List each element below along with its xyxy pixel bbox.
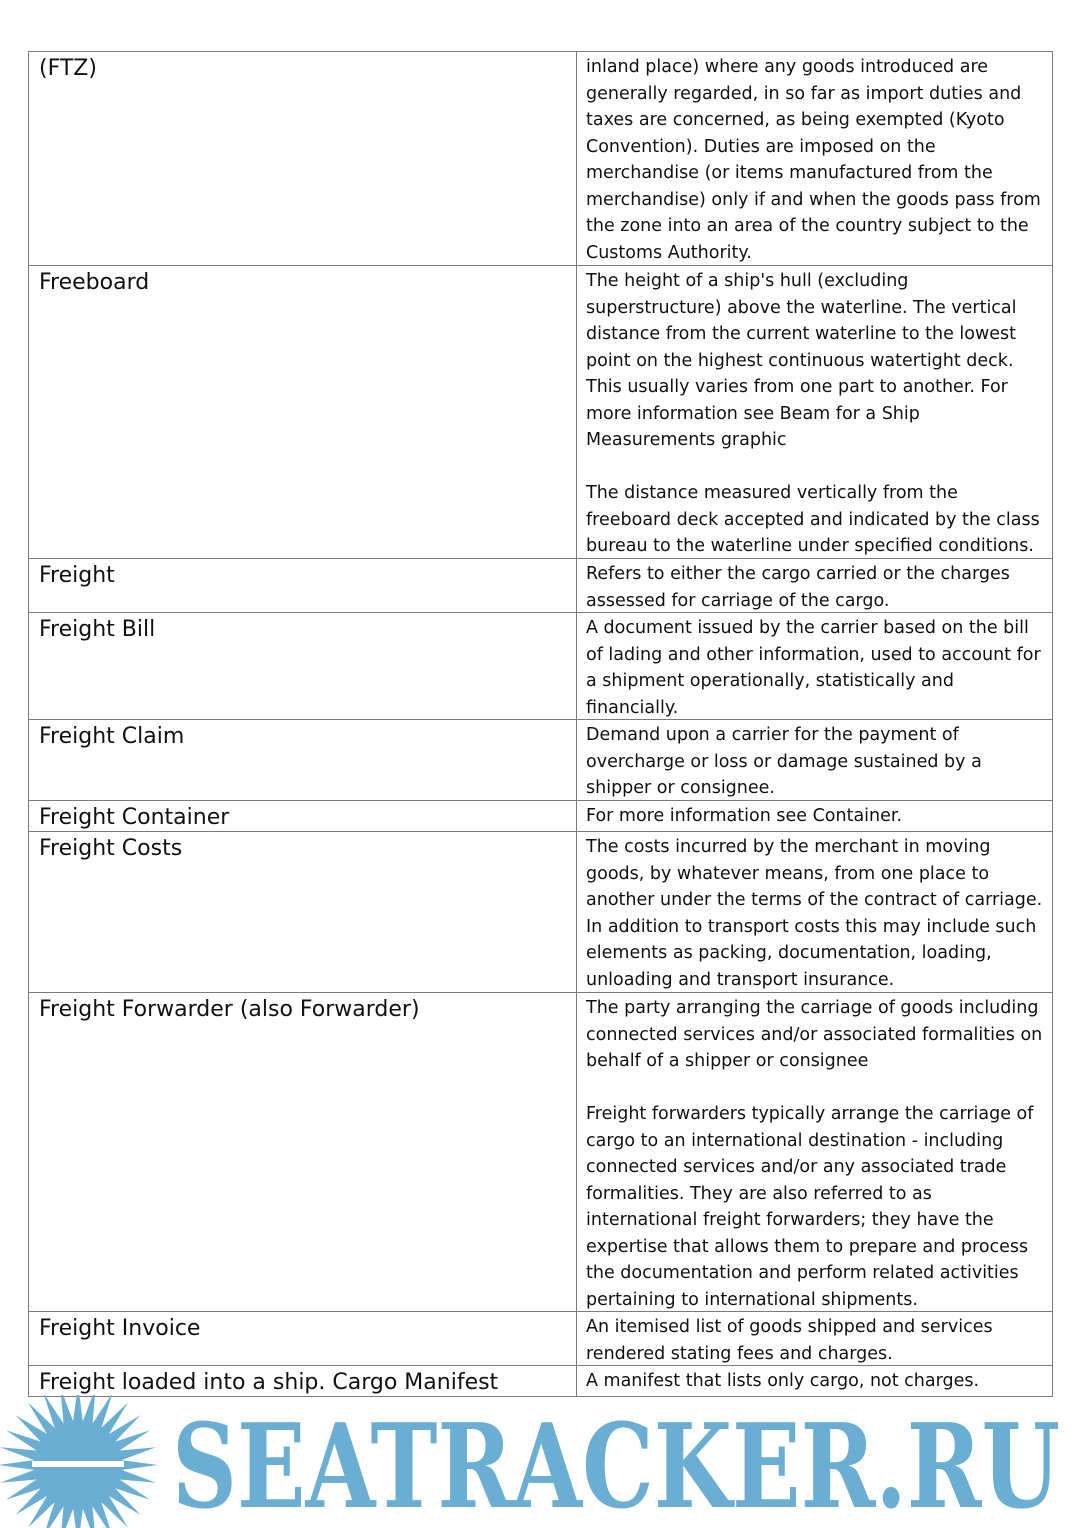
term-cell (29, 993, 577, 1312)
term-cell (29, 52, 577, 266)
definition-cell (577, 266, 1053, 559)
sun-icon (0, 1395, 158, 1528)
definition-text (577, 993, 1052, 1311)
definition-text (577, 801, 1052, 830)
definition-cell (577, 613, 1053, 720)
definition-paragraph: Refers to either the cargo carried or the charges assessed for carriage of the cargo. (586, 564, 1010, 611)
definition-cell (577, 801, 1053, 832)
term-text: (FTZ) (39, 56, 97, 81)
term-cell (29, 832, 577, 993)
term-text: Freight Claim (39, 724, 185, 749)
definition-paragraph: A document issued by the carrier based on the bill of lading and other information, used to account for a shipment operationally, statistically and financially. (586, 618, 1041, 718)
term-cell (29, 1312, 577, 1366)
definition-paragraph: For more information see Container. (586, 806, 903, 826)
definition-paragraph: A manifest that lists only cargo, not charges. (586, 1371, 980, 1391)
definition-paragraph: An itemised list of goods shipped and services rendered stating fees and charges. (586, 1317, 993, 1364)
glossary-row (29, 801, 1053, 832)
term-cell (29, 720, 577, 801)
glossary-row (29, 1366, 1053, 1397)
glossary-row (29, 1312, 1053, 1366)
seatracker-logo (0, 1395, 1080, 1528)
term-text: Freight Bill (39, 617, 156, 642)
definition-paragraph: Demand upon a carrier for the payment of overcharge or loss or damage sustained by a shipper or consignee. (586, 725, 982, 798)
term-cell (29, 559, 577, 613)
definition-paragraph: The party arranging the carriage of goods including connected services and/or associated formalities on behalf of a shipper or consignee (586, 998, 1043, 1071)
glossary-row (29, 832, 1053, 993)
term-text: Freight Container (39, 805, 230, 830)
definition-cell (577, 1312, 1053, 1366)
glossary-row (29, 613, 1053, 720)
term-text: Freight Invoice (39, 1316, 201, 1341)
term-text: Freight loaded into a ship. Cargo Manifest (39, 1370, 499, 1395)
definition-text (577, 52, 1052, 265)
definition-paragraph: The height of a ship's hull (excluding superstructure) above the waterline. The vertical distance from the current waterline to the lowest point on the highest continuous watertight deck. This usually varies from one part to another. For more information see Beam for a Ship Measurements graphic (586, 271, 1017, 450)
definition-text (577, 1312, 1052, 1365)
term-text: Freight (39, 563, 115, 588)
glossary-row (29, 266, 1053, 559)
definition-text (577, 559, 1052, 612)
definition-paragraph: inland place) where any goods introduced are generally regarded, in so far as import duties and taxes are concerned, as being exempted (Kyoto Convention). Duties are imposed on the merchandise (or items manufactured from the merchandise) only if and when the goods pass from the zone into an area of the country subject to the Customs Authority. (586, 57, 1041, 263)
watermark-text: SEATRACKER.RU (172, 1399, 1060, 1528)
term-cell (29, 613, 577, 720)
glossary-table (28, 51, 1053, 1397)
sun-horizon (32, 1461, 124, 1467)
glossary-row (29, 993, 1053, 1312)
definition-text (577, 1366, 1052, 1394)
glossary-row (29, 52, 1053, 266)
term-cell (29, 801, 577, 832)
definition-text (577, 832, 1052, 992)
definition-text (577, 266, 1052, 558)
term-text: Freight Costs (39, 836, 183, 861)
definition-text (577, 720, 1052, 800)
glossary-row (29, 720, 1053, 801)
definition-paragraph: Freight forwarders typically arrange the carriage of cargo to an international destination - including connected services and/or any associated trade formalities. They are also referred to as international freight forwarders; they have the expertise that allows them to prepare and process the documentation and perform related activities pertaining to international shipments. (586, 1104, 1034, 1310)
definition-paragraph: The costs incurred by the merchant in moving goods, by whatever means, from one place to another under the terms of the contract of carriage. In addition to transport costs this may include such elements as packing, documentation, loading, unloading and transport insurance. (586, 837, 1043, 990)
definition-cell (577, 1366, 1053, 1397)
term-text: Freeboard (39, 270, 150, 295)
term-cell (29, 266, 577, 559)
definition-cell (577, 993, 1053, 1312)
definition-cell (577, 720, 1053, 801)
term-cell (29, 1366, 577, 1397)
glossary-row (29, 559, 1053, 613)
definition-paragraph: The distance measured vertically from the freeboard deck accepted and indicated by the class bureau to the waterline under specified conditions. (586, 483, 1040, 556)
definition-cell (577, 52, 1053, 266)
definition-cell (577, 559, 1053, 613)
term-text: Freight Forwarder (also Forwarder) (39, 997, 420, 1022)
definition-text (577, 613, 1052, 719)
definition-cell (577, 832, 1053, 993)
glossary-body (29, 52, 1053, 1397)
